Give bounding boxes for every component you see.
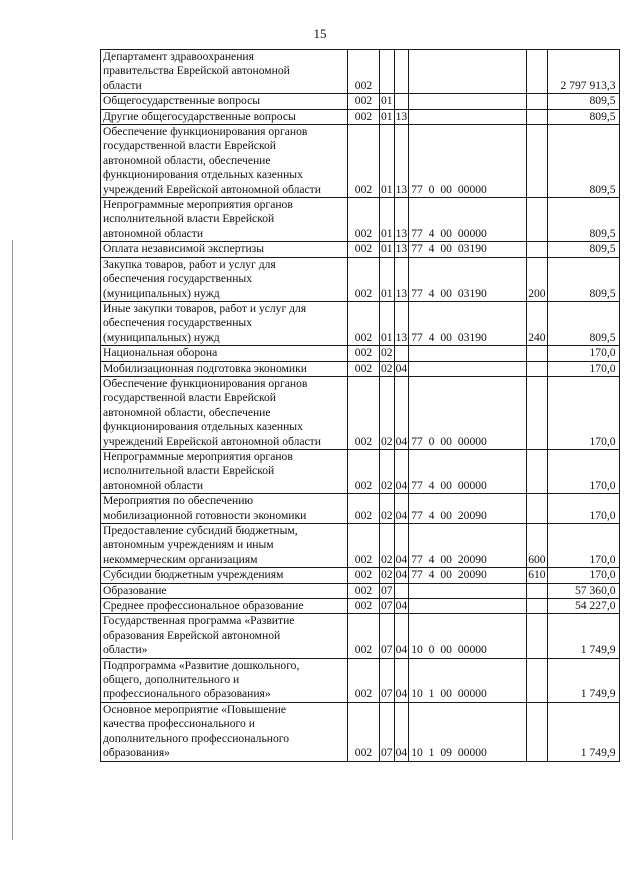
row-name-line: Иные закупки товаров, работ и услуг для (103, 301, 307, 315)
section-code-cell: 01 (380, 125, 395, 198)
amount-cell: 170,0 (547, 524, 619, 568)
amount-cell: 809,5 (547, 109, 619, 124)
row-name-cell (101, 524, 348, 568)
ministry-code-cell: 002 (348, 494, 380, 524)
section-code-cell: 07 (381, 583, 393, 597)
amount-cell: 170,0 (547, 449, 619, 493)
budget-table-body (101, 50, 620, 762)
target-item-code-cell: 77 4 00 03190 (409, 257, 527, 301)
table-row (101, 494, 620, 524)
row-name-line: Образование (103, 583, 167, 597)
table-row (101, 109, 620, 124)
row-name-line: функционирования отдельных казенных (103, 420, 303, 434)
row-name-cell (101, 568, 348, 583)
section-code-cell: 02 (381, 346, 393, 360)
row-name-line: Непрограммные мероприятия органов (103, 198, 293, 212)
section-code-cell: 02 (380, 524, 395, 568)
table-row (101, 257, 620, 301)
subsection-code-cell: 13 (394, 301, 409, 345)
row-name-line: мобилизационной готовности экономики (103, 508, 307, 522)
row-name-line: автономной области, обеспечение (103, 153, 271, 167)
table-row (101, 125, 620, 198)
section-code-cell: 01 (381, 242, 393, 256)
row-name-line: правительства Еврейской автономной (103, 64, 290, 78)
target-item-code-cell: 77 4 00 20090 (409, 494, 527, 524)
expense-type-code-cell (527, 109, 547, 124)
expense-type-code-cell (527, 599, 547, 614)
ministry-code-cell: 002 (348, 257, 380, 301)
section-code-cell: 02 (380, 494, 395, 524)
ministry-code-cell: 002 (348, 376, 380, 449)
table-row (101, 301, 620, 345)
row-name-cell (101, 198, 348, 242)
amount-cell: 809,5 (547, 257, 619, 301)
row-name-line: образования» (103, 746, 170, 760)
ministry-code-cell: 002 (348, 702, 380, 761)
ministry-code-cell: 002 (348, 94, 380, 109)
section-code-cell: 07 (380, 702, 395, 761)
row-name-cell (101, 109, 348, 124)
target-item-code-cell (409, 94, 527, 109)
section-code-cell: 07 (380, 658, 395, 702)
amount-cell: 1 749,9 (547, 614, 619, 658)
ministry-code-cell: 002 (348, 361, 380, 376)
target-item-code-cell: 10 0 00 00000 (409, 614, 527, 658)
row-name-line: Обеспечение функционирования органов (103, 125, 308, 139)
section-code-cell: 01 (381, 94, 393, 108)
amount-cell: 809,5 (547, 125, 619, 198)
row-name-line: качества профессионального и (103, 717, 255, 731)
subsection-code-cell: 04 (395, 568, 408, 582)
expense-type-code-cell (527, 361, 547, 376)
ministry-code-cell: 002 (348, 614, 380, 658)
amount-cell: 1 749,9 (547, 658, 619, 702)
amount-cell: 170,0 (547, 494, 619, 524)
target-item-code-cell: 77 4 00 00000 (409, 198, 527, 242)
row-name-cell (101, 301, 348, 345)
row-name-cell (101, 361, 348, 376)
row-name-cell (101, 125, 348, 198)
section-code-cell: 07 (380, 614, 395, 658)
target-item-code-cell (409, 361, 527, 376)
row-name-cell (101, 658, 348, 702)
expense-type-code-cell (527, 125, 547, 198)
row-name-cell (101, 494, 348, 524)
section-code-cell: 01 (380, 257, 395, 301)
row-name-line: автономным учреждениям и иным (103, 538, 274, 552)
table-row (101, 599, 620, 614)
row-name-line: Мобилизационная подготовка экономики (103, 361, 307, 375)
target-item-code-cell: 77 0 00 00000 (409, 376, 527, 449)
section-code-cell: 02 (380, 376, 395, 449)
budget-table (100, 49, 620, 762)
row-name-line: Общегосударственные вопросы (103, 94, 261, 108)
row-name-line: Предоставление субсидий бюджетным, (103, 524, 298, 537)
row-name-line: Основное мероприятие «Повышение (103, 702, 286, 716)
expense-type-code-cell (527, 449, 547, 493)
section-code-cell: 01 (380, 198, 395, 242)
ministry-code-cell: 002 (348, 568, 380, 583)
section-code-cell: 07 (381, 599, 393, 613)
target-item-code-cell (409, 346, 527, 361)
section-code-cell: 02 (380, 449, 395, 493)
table-row (101, 658, 620, 702)
expense-type-code-cell: 600 (527, 524, 547, 568)
row-name-line: (муниципальных) нужд (103, 330, 220, 344)
target-item-code-cell: 10 1 09 00000 (409, 702, 527, 761)
row-name-line: исполнительной власти Еврейской (103, 212, 275, 226)
row-name-line: Национальная оборона (103, 346, 218, 360)
table-row (101, 346, 620, 361)
amount-cell: 170,0 (547, 568, 619, 583)
row-name-cell (101, 449, 348, 493)
expense-type-code-cell (527, 50, 547, 94)
target-item-code-cell: 77 4 00 20090 (409, 524, 527, 568)
ministry-code-cell: 002 (348, 346, 380, 361)
table-row (101, 242, 620, 257)
row-name-line: Другие общегосударственные вопросы (103, 109, 296, 123)
subsection-code-cell: 04 (394, 376, 409, 449)
expense-type-code-cell (527, 376, 547, 449)
table-row (101, 568, 620, 583)
amount-cell: 809,5 (547, 301, 619, 345)
row-name-cell (101, 599, 348, 614)
subsection-code-cell (394, 346, 409, 361)
amount-cell: 809,5 (547, 198, 619, 242)
subsection-code-cell: 13 (394, 257, 409, 301)
ministry-code-cell: 002 (348, 50, 380, 94)
ministry-code-cell: 002 (348, 524, 380, 568)
ministry-code-cell: 002 (348, 301, 380, 345)
row-name-line: Оплата независимой экспертизы (103, 242, 265, 256)
row-name-line: учреждений Еврейской автономной области (103, 182, 321, 196)
expense-type-code-cell: 610 (528, 568, 546, 582)
row-name-line: Среднее профессиональное образование (103, 599, 304, 613)
amount-cell: 57 360,0 (547, 583, 619, 598)
target-item-code-cell: 77 4 00 00000 (409, 449, 527, 493)
expense-type-code-cell (527, 494, 547, 524)
row-name-cell (101, 702, 348, 761)
row-name-line: государственной власти Еврейской (103, 139, 276, 153)
target-item-code-cell (409, 109, 527, 124)
amount-cell: 2 797 913,3 (547, 50, 619, 94)
row-name-line: автономной области, обеспечение (103, 405, 271, 419)
expense-type-code-cell (527, 658, 547, 702)
target-item-code-cell (409, 50, 527, 94)
section-code-cell (380, 50, 395, 94)
row-name-line: автономной области (103, 478, 204, 492)
target-item-code-cell: 10 1 00 00000 (409, 658, 527, 702)
row-name-cell (101, 583, 348, 598)
subsection-code-cell (394, 583, 409, 598)
ministry-code-cell: 002 (348, 198, 380, 242)
row-name-line: Субсидии бюджетным учреждениям (103, 568, 284, 582)
row-name-line: области» (103, 643, 148, 657)
row-name-cell (101, 94, 348, 109)
table-row (101, 50, 620, 94)
row-name-line: (муниципальных) нужд (103, 286, 220, 300)
subsection-code-cell: 04 (394, 702, 409, 761)
ministry-code-cell: 002 (348, 449, 380, 493)
amount-cell: 170,0 (547, 376, 619, 449)
subsection-code-cell: 04 (394, 614, 409, 658)
subsection-code-cell: 04 (394, 524, 409, 568)
expense-type-code-cell (527, 198, 547, 242)
ministry-code-cell: 002 (348, 125, 380, 198)
expense-type-code-cell (527, 242, 547, 257)
row-name-line: некоммерческим организациям (103, 552, 258, 566)
table-row (101, 583, 620, 598)
table-row (101, 361, 620, 376)
ministry-code-cell: 002 (348, 599, 380, 614)
amount-cell: 170,0 (547, 361, 619, 376)
target-item-code-cell: 77 4 00 20090 (409, 568, 527, 583)
section-code-cell: 01 (381, 109, 393, 123)
row-name-cell (101, 346, 348, 361)
target-item-code-cell (409, 599, 527, 614)
ministry-code-cell: 002 (348, 109, 380, 124)
section-code-cell: 01 (380, 301, 395, 345)
amount-cell: 54 227,0 (547, 599, 619, 614)
row-name-line: образования Еврейской автономной (103, 628, 281, 642)
section-code-cell: 02 (381, 361, 393, 375)
table-row (101, 198, 620, 242)
expense-type-code-cell (527, 614, 547, 658)
expense-type-code-cell (527, 94, 547, 109)
row-name-line: профессионального образования» (103, 687, 271, 701)
amount-cell: 809,5 (547, 94, 619, 109)
amount-cell: 809,5 (547, 242, 619, 257)
row-name-line: государственной власти Еврейской (103, 391, 276, 405)
row-name-cell (101, 614, 348, 658)
row-name-line: Департамент здравоохранения (103, 50, 254, 63)
table-row (101, 94, 620, 109)
row-name-cell (101, 257, 348, 301)
target-item-code-cell (409, 583, 527, 598)
subsection-code-cell (394, 94, 409, 109)
row-name-line: дополнительного профессионального (103, 731, 290, 745)
table-row (101, 376, 620, 449)
table-row (101, 449, 620, 493)
subsection-code-cell: 04 (395, 361, 408, 375)
ministry-code-cell: 002 (348, 658, 380, 702)
subsection-code-cell: 13 (395, 109, 408, 123)
amount-cell: 170,0 (547, 346, 619, 361)
subsection-code-cell: 04 (395, 599, 408, 613)
row-name-line: обеспечения государственных (103, 316, 253, 330)
table-row (101, 702, 620, 761)
section-code-cell: 02 (381, 568, 393, 582)
row-name-line: обеспечения государственных (103, 272, 253, 286)
row-name-line: функционирования отдельных казенных (103, 168, 303, 182)
row-name-line: Государственная программа «Развитие (103, 614, 295, 628)
expense-type-code-cell (527, 702, 547, 761)
expense-type-code-cell: 240 (527, 301, 547, 345)
row-name-cell (101, 242, 348, 257)
target-item-code-cell: 77 4 00 03190 (409, 242, 527, 257)
row-name-line: области (103, 78, 142, 92)
row-name-line: общего, дополнительного и (103, 673, 240, 687)
target-item-code-cell: 77 4 00 03190 (409, 301, 527, 345)
expense-type-code-cell (527, 346, 547, 361)
subsection-code-cell: 04 (394, 658, 409, 702)
row-name-line: Обеспечение функционирования органов (103, 376, 308, 390)
ministry-code-cell: 002 (348, 583, 380, 598)
row-name-line: Закупка товаров, работ и услуг для (103, 257, 276, 271)
scan-edge-line (12, 240, 13, 840)
expense-type-code-cell (527, 583, 547, 598)
target-item-code-cell: 77 0 00 00000 (409, 125, 527, 198)
row-name-line: Непрограммные мероприятия органов (103, 449, 293, 463)
row-name-line: Мероприятия по обеспечению (103, 494, 254, 508)
expense-type-code-cell: 200 (527, 257, 547, 301)
amount-cell: 1 749,9 (547, 702, 619, 761)
subsection-code-cell: 04 (394, 494, 409, 524)
table-row (101, 524, 620, 568)
table-row (101, 614, 620, 658)
subsection-code-cell (394, 50, 409, 94)
subsection-code-cell: 13 (394, 125, 409, 198)
row-name-cell (101, 376, 348, 449)
row-name-line: учреждений Еврейской автономной области (103, 434, 321, 448)
subsection-code-cell: 13 (395, 242, 408, 256)
subsection-code-cell: 04 (394, 449, 409, 493)
row-name-line: исполнительной власти Еврейской (103, 464, 275, 478)
row-name-cell (101, 50, 348, 94)
row-name-line: автономной области (103, 226, 204, 240)
subsection-code-cell: 13 (394, 198, 409, 242)
row-name-line: Подпрограмма «Развитие дошкольного, (103, 658, 300, 672)
page-number: 15 (313, 26, 327, 41)
ministry-code-cell: 002 (348, 242, 380, 257)
